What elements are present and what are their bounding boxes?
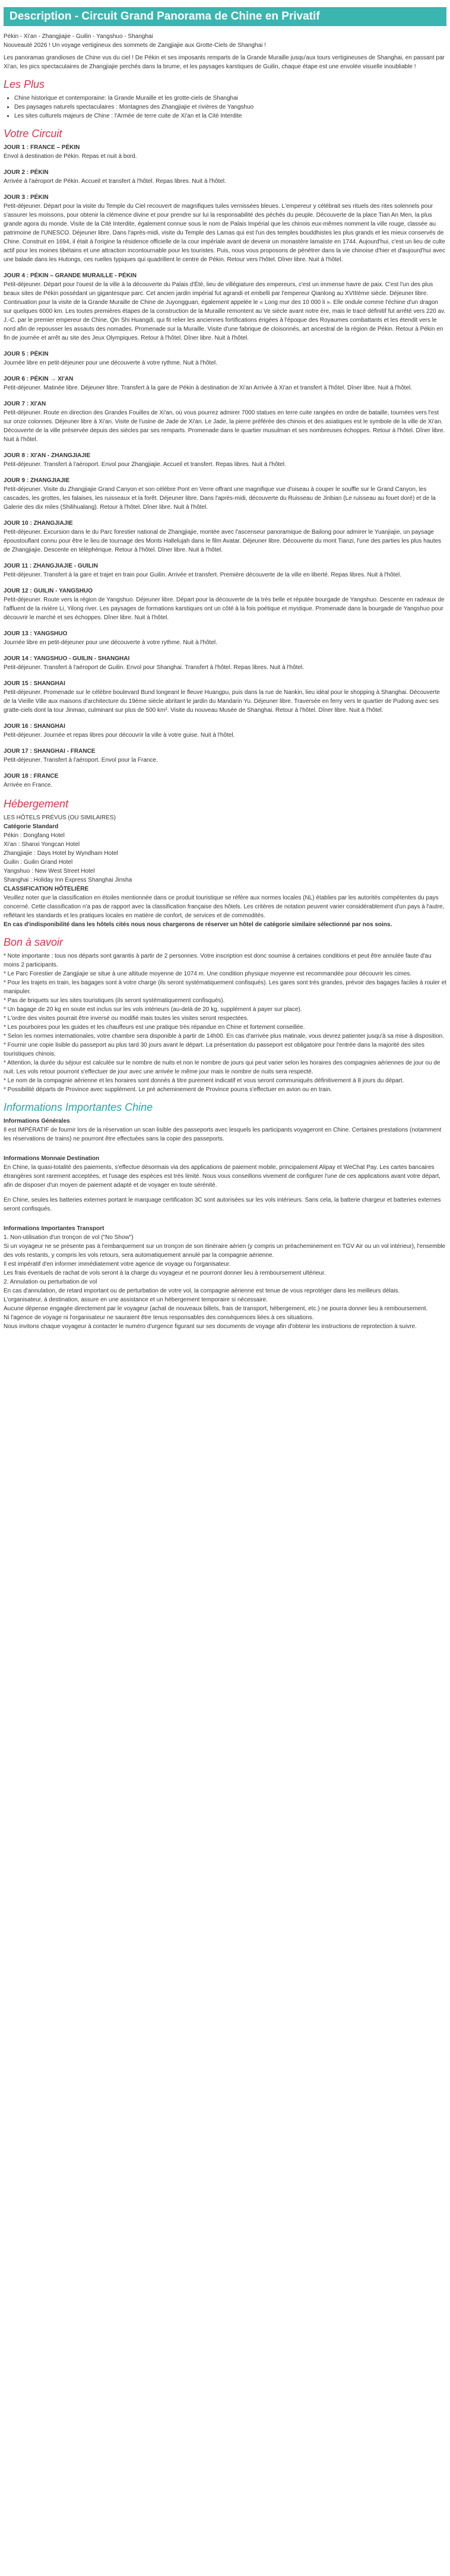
classification-note: En cas d'indisponibilité dans les hôtels cités nous nous chargerons de réserver un hôtel de catégorie similaire sélectionné par nos soins. — [4, 921, 392, 928]
hotel-item: Guilin : Guilin Grand Hotel — [4, 859, 73, 866]
info-text: En Chine, la quasi-totalité des paiements, s'effectue désormais via des applications de paiement mobile, principalement Alipay et WeChat Pay. Les cartes bancaires étrangères sont rarement acceptées, et l'usage des espèces est très limité. Nous vous conseillons vivement de configurer l'une de ces applications avant votre départ, afin de disposer d'un moyen de paiement adapté et de voyager en toute sérénité. — [4, 1164, 441, 1189]
day-7 — [4, 400, 446, 444]
page — [0, 7, 450, 1331]
day-body: Petit-déjeuner. Départ pour la visite du Temple du Ciel recouvert de magnifiques tuiles vernissées bleues. L'empereur y célébrait ses rituels des rites solennels pour s'assurer les moissons, pour obtenir la clémence divine et pour prendre sur lui la responsabilité des péchés du peuple. Découverte de la place Tian An Men, la plus grande agora du monde. Visite de la Cité Interdite, également connue sous le nom de Palais Impérial que les chinois eux-mêmes nomment la ville rouge, classée au patrimoine de l'UNESCO. Déjeuner libre. Dans l'après-midi, visite du Temple des Lamas qui est l'un des temples bouddhistes les plus grands et les mieux conservés de Chine. Construit en 1694, il était à l'origine la résidence officielle de la cour impériale avant de devenir un monastère lamaïste en 1744. Aujourd'hui, c'est un lieu de culte actif pour les moines tibétains et une attraction incontournable pour les touristes. Puis, nous vous proposons de pénétrer dans la vie chinoise d'hier et d'aujourd'hui avec une balade dans les Hutongs, ces ruelles typiques qui quadrillent le centre de Pékin. Retour vers l'hôtel. Dîner libre. Nuit à l'hôtel. — [4, 203, 445, 263]
section-title-important: Informations Importantes Chine — [4, 1101, 153, 1113]
hotels-block — [4, 813, 446, 929]
hotel-item: Yangshuo : New West Street Hotel — [4, 868, 95, 874]
section-title-good-to-know: Bon à savoir — [4, 936, 64, 948]
plus-item: • Les sites culturels majeurs de Chine : l'Armée de terre cuite de Xi'an et la Cité Interdite — [14, 112, 446, 121]
day-body: Petit-déjeuner. Excursion dans le du Parc forestier national de Zhangjiajie, montée avec l'ascenseur panoramique de Bailong pour admirer le Yuanjiajie, un paysage époustouflant connu pour être le lieu de tournage des Monts Hallelujah dans le film Avatar. Déjeuner libre. Découverte du mont Tianzi, l'une des parties les plus hautes de Zhangjiajie. Descente en téléphérique. Retour à l'hôtel. Dîner libre. Nuit à l'hôtel. — [4, 529, 442, 553]
intro-novelty: Nouveauté 2026 ! Un voyage vertigineux des sommets de Zangjiajie aux Grotte-Ciels de Shanghai ! — [4, 42, 266, 49]
day-body: Journée libre en petit-déjeuner pour une découverte à votre rythme. Nuit à l'hôtel. — [4, 360, 217, 366]
day-title: JOUR 7 : XI'AN — [4, 401, 46, 407]
note-item: * L'ordre des visites pourrait être inversé ou modifié mais toutes les visites seront respectées. — [4, 1015, 249, 1022]
plus-item: • Des paysages naturels spectaculaires : Montagnes des Zhangjiajie et rivières de Yangshuo — [14, 103, 446, 112]
hotel-item: Shanghai : Holiday Inn Express Shanghai Jinsha — [4, 877, 132, 883]
day-body: Arrivée à l'aéroport de Pékin. Accueil et transfert à l'hôtel. Repas libres. Nuit à l'hôtel. — [4, 178, 226, 185]
day-body: Petit-déjeuner. Route vers la région de Yangshuo. Déjeuner libre. Départ pour la découverte de la très belle et réputée bourgade de Yangshuo. Descente en radeaux de l'affluent de la rivière Li, Yilong river. Les paysages de formations karstiques ont un côté à la fois poétique et mystique. Promenade dans la bourgade de Yangshuo pour découvrir le marché et ses échoppes. Dîner libre. Nuit à l'hôtel. — [4, 597, 445, 621]
info-text: Il est IMPÉRATIF de fournir lors de la réservation un scan lisible des passeports avec lesquels les participants voyageront en Chine. Certaines prestations (notamment les réservations de trains) ne pourront être effectuées sans la copie des passeports. — [4, 1127, 442, 1142]
plus-item: • Chine historique et contemporaine: la Grande Muraille et les grotte-ciels de Shanghai — [14, 94, 446, 103]
day-body: Petit-déjeuner. Départ pour l'ouest de la ville à la découverte du Palais d'Été, lieu de villégiature des empereurs, c'est un immense havre de paix. C'est l'un des plus beaux sites de Pékin possédant un gigantesque parc. Cet ancien jardin impérial fut agrandi et embelli par l'empereur Qianlong au XVIIIème siècle. Déjeuner libre. Continuation pour la visite de la Grande Muraille de Chine de Juyongguan, également appelée le « Long mur des 10 000 li ». Elle ondule comme l'échine d'un dragon sur quelques 6000 km. Les toutes premières étapes de la construction de la Muraille remontent au Ve siècle avant notre ère, mais le tracé définitif fut arrêté vers 220 av. J.-C. par le premier empereur de Chine, Qin Shi Huangdi, qui fit relier les anciennes fortifications érigées à l'époque des Royaumes combattants et les étendit vers le nord afin de repousser les assauts des nomades. Promenade sur la Muraille. Visite d'une fabrique de cloisonnés, art ancestral de la région de Pékin. Retour à Pékin en fin de journée et arrêt au site des Jeux Olympiques. Retour à l'hôtel. Dîner libre. Nuit à l'hôtel. — [4, 281, 446, 341]
day-title: JOUR 4 : PÉKIN – GRANDE MURAILLE - PÉKIN — [4, 273, 137, 279]
note-item: * Possibilité départs de Province avec supplément. Le pré acheminement de Province pourra s'effectuer en avion ou en train. — [4, 1086, 332, 1093]
day-title: JOUR 17 : SHANGHAI - FRANCE — [4, 748, 96, 755]
day-2 — [4, 168, 446, 186]
day-3 — [4, 193, 446, 264]
info-text: 1. Non-utilisation d'un tronçon de vol ("No Show") Si un voyageur ne se présente pas à l'embarquement sur un tronçon de son itinéraire aérien (y compris un préacheminement en TGV Air ou un vol intérieur), l'ensemble des vols restants, y compris les vols retours, sera automatiquement annulé par la compagnie aérienne. Il est impératif d'en informer immédiatement votre agence de voyage ou l'organisateur. Les frais éventuels de rachat de vols seront à la charge du voyageur et ne pourront donner lieu à remboursement ultérieur. 2. Annulation ou perturbation de vol En cas d'annulation, de retard important ou de perturbation de votre vol, la compagnie aérienne est tenue de vous reprotéger dans les meilleurs délais. L'organisateur, à destination, assure en une assistance et un hébergement temporaire si nécessaire. Aucune dépense engagée directement par le voyageur (achat de nouveaux billets, frais de transport, hébergement, etc.) ne pourra donner lieu à remboursement. Ni l'agence de voyage ni l'organisateur ne sauraient être tenus responsables des conséquences liées à ces situations. Nous invitons chaque voyageur à contacter le numéro d'urgence figurant sur ses documents de voyage afin d'obtenir les instructions de reprotection à suivre. — [4, 1234, 446, 1330]
day-body: Petit-déjeuner. Transfert à la gare et trajet en train pour Guilin. Arrivée et transfert. Première découverte de la ville en liberté. Repas libres. Nuit à l'hôtel. — [4, 572, 402, 578]
day-10 — [4, 519, 446, 555]
note-item: * Note importante : tous nos départs sont garantis à partir de 2 personnes. Votre inscription est donc soumise à certaines conditions et peut être annulée faute d'au moins 2 participants. — [4, 953, 432, 968]
hotel-item: Zhangjiajie : Days Hotel by Wyndham Hotel — [4, 850, 118, 857]
day-body: Arrivée en France. — [4, 782, 53, 788]
day-title: JOUR 15 : SHANGHAI — [4, 680, 65, 687]
day-body: Petit-déjeuner. Route en direction des Grandes Fouilles de Xi'an, où vous pourrez admirer 7000 statues en terre cuite rangées en ordre de bataille, tournées vers l'est sur onze colonnes. Déjeuner libre à Xi'an. Visite de l'usine de Jade de Xi'an. Le Jade, la pierre préférée des chinois et des asiatiques est le symbole de la ville de Xi'an. Découverte de la ville préservée depuis des siècles par ses remparts. Promenade dans le quartier musulman et ses nombreuses échoppes. Retour à l'hôtel. Dîner libre. Nuit à l'hôtel. — [4, 410, 445, 443]
page-title: Description - Circuit Grand Panorama de Chine en Privatif — [4, 7, 446, 26]
intro-description: Les panoramas grandioses de Chine vus du ciel ! De Pékin et ses imposants remparts de la Grande Muraille jusqu'aux tours vertigineuses de Shanghai, en passant par Xi'an, les pics spectaculaires de Zhangjiajie perchés dans la brume, et les paysages karstiques de Guilin, chaque étape est une envolée visuelle inoubliable ! — [4, 55, 445, 70]
day-title: JOUR 12 : GUILIN - YANGSHUO — [4, 588, 93, 594]
day-18 — [4, 772, 446, 790]
classification-title: CLASSIFICATION HÔTELIÈRE — [4, 886, 89, 892]
day-6 — [4, 375, 446, 392]
day-4 — [4, 271, 446, 343]
section-title-circuit: Votre Circuit — [4, 128, 62, 140]
note-item: * Fournir une copie lisible du passeport au plus tard 30 jours avant le départ. La présentation du passeport est obligatoire pour l'entrée dans la majorité des sites touristiques chinois. — [4, 1042, 424, 1057]
day-12 — [4, 587, 446, 622]
day-14 — [4, 654, 446, 672]
day-title: JOUR 2 : PÉKIN — [4, 169, 49, 176]
note-item: * Selon les normes internationales, votre chambre sera disponible à partir de 14h00. En cas d'arrivée plus matinale, vous devrez patienter jusqu'à sa mise à disposition. — [4, 1033, 445, 1040]
section-title-plus: Les Plus — [4, 78, 45, 90]
important-block — [4, 1117, 446, 1331]
day-body: Petit-déjeuner. Promenade sur le célèbre boulevard Bund longeant le fleuve Huangpu, puis dans la rue de Nankin, lieu idéal pour le shopping à Shanghai. Découverte de la Vieille Ville aux maisons d'architecture du 19ème siècle abritant le jardin du Mandarin Yu. Déjeuner libre. Traversée en ferry vers le quartier de Pudong avec ses gratte-ciels dont la tour Jinmao, culminant sur plus de 500 km². Visite du nouveau Musée de Shanghai. Retour à l'hôtel. Dîner libre. Nuit à l'hôtel. — [4, 689, 440, 714]
day-body: Petit-déjeuner. Transfert à l'aéroport de Guilin. Envol pour Shanghai. Transfert à l'hôtel. Repas libres. Nuit à l'hôtel. — [4, 664, 305, 671]
day-title: JOUR 10 : ZHANGJIAJIE — [4, 520, 73, 527]
hotel-item: Pékin : Dongfang Hotel — [4, 832, 65, 839]
content — [0, 32, 450, 1331]
note-item: * Attention, la durée du séjour est calculée sur le nombre de nuits et non le nombre de jours qui peut varier selon les horaires des compagnies aériennes de jour ou de nuit. Les vols retour pourront s'effectuer de jour avec une arrivée le même jour mais le nombre de nuits sera respecté. — [4, 1060, 441, 1075]
day-9 — [4, 476, 446, 512]
note-item: * Pour les trajets en train, les bagages sont à votre charge (ils seront systématiquement confisqués). Les gares sont très grandes, prévoir des bagages faciles à rouler et manipuler. — [4, 980, 446, 995]
day-title: JOUR 14 : YANGSHUO - GUILIN - SHANGHAI — [4, 655, 130, 662]
good-to-know-list — [4, 952, 446, 1094]
note-item: * Un bagage de 20 kg en soute est inclus sur les vols intérieurs (au-delà de 20 kg, supplément à payer sur place). — [4, 1006, 302, 1013]
day-13 — [4, 629, 446, 647]
hotels-subtitle: LES HÔTELS PRÉVUS (OU SIMILAIRES) — [4, 815, 116, 821]
day-1 — [4, 143, 446, 161]
day-title: JOUR 6 : PÉKIN → XI'AN — [4, 376, 74, 382]
day-title: JOUR 5 : PÉKIN — [4, 351, 49, 357]
note-item: * Les pourboires pour les guides et les chauffeurs est une pratique très répandue en Chine et fortement conseillée. — [4, 1024, 305, 1031]
info-heading: Informations Monnaie Destination — [4, 1155, 100, 1162]
day-11 — [4, 562, 446, 579]
day-8 — [4, 451, 446, 469]
day-body: Petit-déjeuner. Transfert à l'aéroport. Envol pour Zhangjiajie. Accueil et transfert. Repas libres. Nuit à l'hôtel. — [4, 461, 286, 468]
note-item: * Le nom de la compagnie aérienne et les horaires sont donnés à titre purement indicatif et vous seront communiqués définitivement à 8 jours du départ. — [4, 1078, 404, 1084]
section-title-hotels: Hébergement — [4, 798, 69, 810]
day-body: Journée libre en petit-déjeuner pour une découverte à votre rythme. Nuit à l'hôtel. — [4, 639, 217, 646]
intro-route: Pékin - Xi'an - Zhangjiajie - Guilin - Yangshuo - Shanghai — [4, 33, 153, 40]
itinerary — [4, 143, 446, 790]
day-body: Petit-déjeuner. Transfert à l'aéroport. Envol pour la France. — [4, 757, 158, 763]
info-heading: Informations Générales — [4, 1118, 70, 1124]
classification-text: Veuillez noter que la classification en étoiles mentionnée dans ce produit touristique se réfère aux normes locales (NL) établies par les autorités compétentes du pays concerné. Cette classification n'a pas de rapport avec la classification française des hôtels. Les critères de notation peuvent varier considérablement d'un pays à l'autre, reflétant les standards et les pratiques locales en matière de confort, de services et de commodités. — [4, 895, 445, 919]
hotel-item: Xi'an : Shanxi Yongcan Hotel — [4, 841, 80, 848]
day-title: JOUR 1 : FRANCE – PÉKIN — [4, 144, 80, 151]
day-title: JOUR 16 : SHANGHAI — [4, 723, 65, 730]
day-title: JOUR 11 : ZHANGJIAJIE - GUILIN — [4, 563, 98, 569]
hotels-category: Catégorie Standard — [4, 823, 59, 830]
plus-list — [14, 94, 446, 121]
day-title: JOUR 13 : YANGSHUO — [4, 630, 68, 637]
note-item: * Le Parc Forestier de Zangjiajie se situe à une altitude moyenne de 1074 m. Une condition physique moyenne est recommandée pour découvrir les cimes. — [4, 971, 412, 977]
intro — [4, 32, 446, 50]
day-body: Envol à destination de Pékin. Repas et nuit à bord. — [4, 153, 137, 160]
day-15 — [4, 679, 446, 715]
day-body: Petit-déjeuner. Visite du Zhangjiajie Grand Canyon et son célèbre Pont en Verre offrant une magnifique vue d'oiseau à couper le souffle sur le Grand Canyon, les cascades, les grottes, les falaises, les ruisseaux et la forêt. Déjeuner libre. Dans l'après-midi, découverte du Ruisseau de Jinbian (Le ruisseau au fouet doré) et de la Galerie des dix miles (Shilihualang). Retour à l'hôtel. Dîner libre. Nuit à l'hôtel. — [4, 486, 436, 511]
day-title: JOUR 9 : ZHANGJIAJIE — [4, 477, 70, 484]
day-5 — [4, 350, 446, 367]
note-item: * Pas de briquets sur les sites touristiques (ils seront systématiquement confisqués). — [4, 997, 225, 1004]
day-title: JOUR 3 : PÉKIN — [4, 194, 49, 201]
day-body: Petit-déjeuner. Journée et repas libres pour découvrir la ville à votre guise. Nuit à l'hôtel. — [4, 732, 235, 739]
day-title: JOUR 8 : XI'AN - ZHANGJIAJIE — [4, 452, 91, 459]
day-16 — [4, 722, 446, 740]
day-body: Petit-déjeuner. Matinée libre. Déjeuner libre. Transfert à la gare de Pékin à destination de Xi'an Arrivée à Xi'an et transfert à l'hôtel. Dîner libre. Nuit à l'hôtel. — [4, 385, 413, 391]
info-text: En Chine, seules les batteries externes portant le marquage certification 3C sont autorisées sur les vols intérieurs. Sans cela, la batterie chargeur et batteries externes seront confisqués. — [4, 1197, 441, 1212]
day-title: JOUR 18 : FRANCE — [4, 773, 59, 780]
info-heading: Informations Importantes Transport — [4, 1225, 104, 1232]
day-17 — [4, 747, 446, 765]
